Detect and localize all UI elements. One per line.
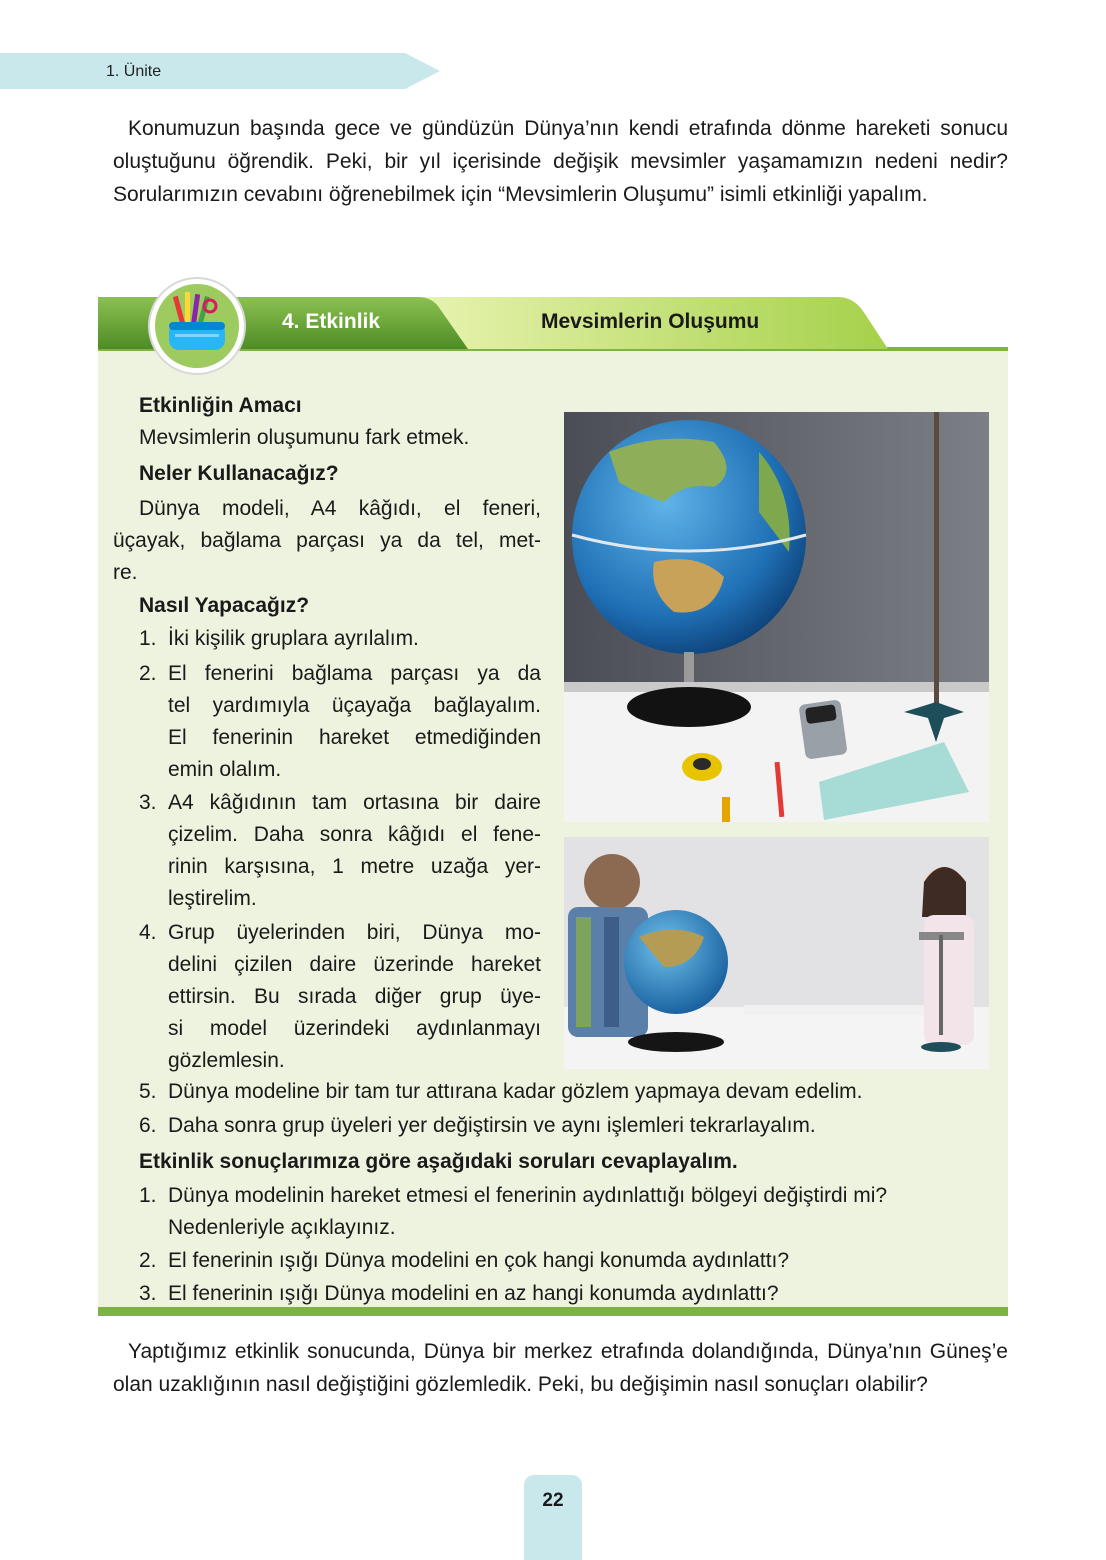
step-text: A4 kâğıdının tam ortasına bir daire	[168, 791, 541, 814]
step-number: 6.	[139, 1114, 157, 1137]
step-number: 1.	[139, 627, 157, 650]
globe-materials-photo	[564, 412, 989, 822]
step-text: El fenerini bağlama parçası ya da	[168, 662, 541, 685]
step-number: 2.	[139, 662, 157, 685]
step-text: rinin karşısına, 1 metre uzağa yer-	[168, 855, 541, 878]
step-text: Grup üyelerinden biri, Dünya mo-	[168, 921, 541, 944]
question-item	[139, 1245, 999, 1277]
step-text: Dünya modeline bir tam tur attırana kadar gözlem yapmaya devam edelim.	[168, 1080, 863, 1103]
step-text: El fenerinin hareket etmediğinden	[168, 726, 541, 749]
step-item	[139, 787, 541, 915]
page-number: 22	[542, 1490, 564, 1511]
purpose-heading: Etkinliğin Amacı	[139, 394, 302, 417]
question-text: Nedenleriyle açıklayınız.	[168, 1216, 396, 1239]
activity-number: 4. Etkinlik	[282, 310, 381, 333]
question-number: 2.	[139, 1249, 157, 1272]
step-item	[139, 658, 541, 786]
materials-heading: Neler Kullanacağız?	[139, 462, 339, 485]
step-number: 4.	[139, 921, 157, 944]
step-text: leştirelim.	[168, 887, 257, 910]
purpose-text: Mevsimlerin oluşumunu fark etmek.	[139, 426, 470, 449]
students-globe-photo	[564, 837, 989, 1069]
step-text: emin olalım.	[168, 758, 282, 781]
unit-label: 1. Ünite	[106, 63, 162, 80]
question-item	[139, 1278, 999, 1310]
pencil-case-icon	[147, 276, 247, 376]
step-text: İki kişilik gruplara ayrılalım.	[168, 627, 419, 650]
step-text: çizelim. Daha sonra kâğıdı el fene-	[168, 823, 541, 846]
unit-tab	[0, 53, 440, 89]
materials-line: re.	[113, 561, 138, 584]
step-text: tel yardımıyla üçayağa bağlayalım.	[168, 694, 541, 717]
intro-paragraph: Konumuzun başında gece ve gündüzün Dünya’nın kendi etrafında dönme hareketi sonucu oluştuğunu öğrendik. Peki, bir yıl içerisinde değişik mevsimler yaşamamızın nedeni nedir? Sorularımızın cevabını öğrenebilmek için “Mevsimlerin Oluşumu” isimli etkinliği yapalım.	[113, 117, 1008, 206]
closing-paragraph: Yaptığımız etkinlik sonucunda, Dünya bir merkez etrafında dolandığında, Dünya’nın Güneş’e olan uzaklığının nasıl değiştiğini gözlemledik. Peki, bu değişimin nasıl sonuçları olabilir?	[113, 1340, 1008, 1396]
step-text: si model üzerindeki aydınlanmayı	[168, 1017, 541, 1040]
activity-title: Mevsimlerin Oluşumu	[541, 310, 760, 333]
question-text: El fenerinin ışığı Dünya modelini en az hangi konumda aydınlattı?	[168, 1282, 779, 1305]
step-item	[139, 1110, 999, 1142]
step-item	[139, 917, 541, 1077]
step-text: gözlemlesin.	[168, 1049, 285, 1072]
materials-line: üçayak, bağlama parçası ya da tel, met-	[113, 529, 541, 552]
page-number-tab	[524, 1475, 582, 1560]
step-item	[139, 623, 549, 655]
question-item	[139, 1180, 999, 1244]
question-text: Dünya modelinin hareket etmesi el fenerinin aydınlattığı bölgeyi değiştirdi mi?	[168, 1184, 888, 1207]
steps-heading: Nasıl Yapacağız?	[139, 594, 310, 617]
question-number: 1.	[139, 1184, 157, 1207]
question-text: El fenerinin ışığı Dünya modelini en çok hangi konumda aydınlattı?	[168, 1249, 790, 1272]
materials-line: Dünya modeli, A4 kâğıdı, el feneri,	[139, 497, 541, 520]
question-number: 3.	[139, 1282, 157, 1305]
questions-heading: Etkinlik sonuçlarımıza göre aşağıdaki soruları cevaplayalım.	[139, 1150, 738, 1173]
step-item	[139, 1076, 999, 1108]
step-text: delini çizilen daire üzerinde hareket	[168, 953, 541, 976]
step-text: ettirsin. Bu sırada diğer grup üye-	[168, 985, 541, 1008]
step-text: Daha sonra grup üyeleri yer değiştirsin ve aynı işlemleri tekrarlayalım.	[168, 1114, 816, 1137]
step-number: 3.	[139, 791, 157, 814]
step-number: 5.	[139, 1080, 157, 1103]
